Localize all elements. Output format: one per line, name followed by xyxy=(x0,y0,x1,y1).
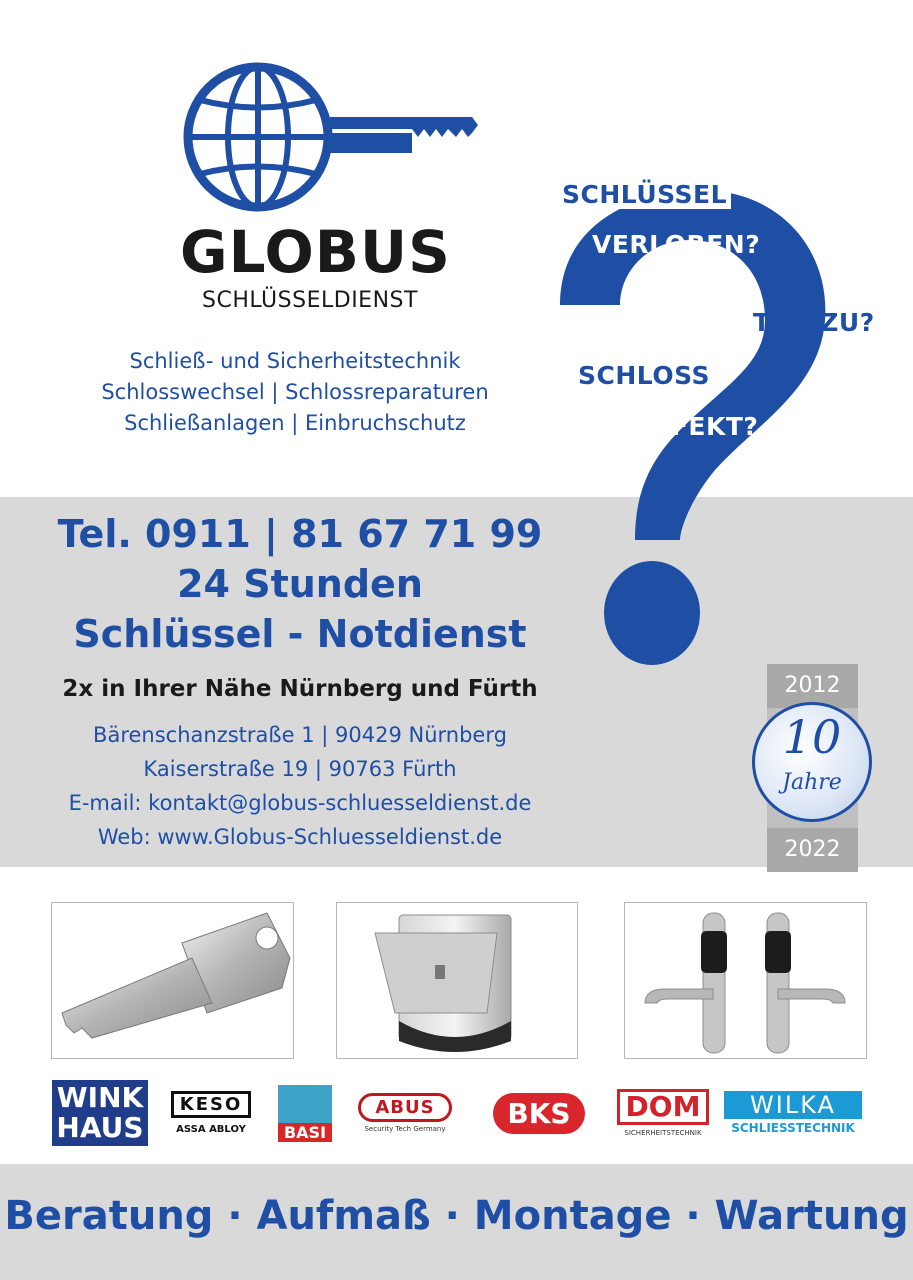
brand-subtitle: SCHLÜSSELDIENST xyxy=(202,288,418,313)
question-1a: SCHLÜSSEL xyxy=(558,180,731,209)
address-fuerth: Kaiserstraße 19 | 90763 Fürth xyxy=(143,757,457,781)
assa-abloy-text: ASSA ABLOY xyxy=(176,1124,246,1135)
globe-key-logo-icon xyxy=(180,55,480,230)
mailbox-photo-icon xyxy=(337,903,577,1058)
service-line-1: Schließ- und Sicherheitstechnik xyxy=(129,349,461,373)
photo-mailbox xyxy=(336,902,578,1059)
email-link[interactable]: E-mail: kontakt@globus-schluesseldienst.de xyxy=(68,791,532,815)
anniversary-word: Jahre xyxy=(782,770,842,795)
door-handle-photo-icon xyxy=(625,903,866,1058)
logo-winkhaus xyxy=(52,1080,148,1146)
question-3b: DEFEKT? xyxy=(632,412,759,441)
footer-slogan: Beratung · Aufmaß · Montage · Wartung xyxy=(4,1193,909,1239)
logo-wilka xyxy=(724,1080,862,1146)
dom-text: DOM xyxy=(617,1089,710,1125)
question-2: TÜR ZU? xyxy=(753,308,875,337)
logo-keso xyxy=(172,1080,250,1146)
keso-text: KESO xyxy=(171,1091,252,1118)
question-1b: VERLOREN? xyxy=(592,230,761,259)
wilka-sub-text: SCHLIESSTECHNIK xyxy=(731,1121,855,1135)
basi-emblem-icon xyxy=(278,1085,332,1123)
address-nuernberg: Bärenschanzstraße 1 | 90429 Nürnberg xyxy=(93,723,507,747)
question-3a: SCHLOSS xyxy=(574,361,714,390)
emergency-service-text: Schlüssel - Notdienst xyxy=(73,612,527,656)
abus-sub-text: Security Tech Germany xyxy=(364,1125,446,1133)
key-photo-icon xyxy=(52,903,293,1058)
logo-dom xyxy=(618,1080,708,1146)
logo-basi xyxy=(278,1080,332,1146)
abus-text: ABUS xyxy=(358,1093,451,1122)
logo-bks xyxy=(486,1080,592,1146)
winkhaus-bottom: HAUS xyxy=(56,1111,144,1144)
service-line-2: Schlosswechsel | Schlossreparaturen xyxy=(101,380,489,404)
brand-name: GLOBUS xyxy=(180,218,451,286)
basi-text: BASI xyxy=(278,1123,332,1142)
bks-text: BKS xyxy=(493,1093,584,1134)
locations-text: 2x in Ihrer Nähe Nürnberg und Fürth xyxy=(62,676,538,702)
year-start: 2012 xyxy=(767,664,858,708)
dom-sub-text: SICHERHEITSTECHNIK xyxy=(624,1129,702,1137)
phone-number[interactable]: Tel. 0911 | 81 67 71 99 xyxy=(57,512,543,556)
web-link[interactable]: Web: www.Globus-Schluesseldienst.de xyxy=(97,825,503,849)
anniversary-number: 10 xyxy=(782,710,842,764)
hours-text: 24 Stunden xyxy=(177,562,423,606)
photo-key xyxy=(51,902,294,1059)
logo-abus xyxy=(356,1080,454,1146)
winkhaus-top: WINK xyxy=(56,1081,144,1114)
wilka-text: WILKA xyxy=(724,1091,862,1119)
service-line-3: Schließanlagen | Einbruchschutz xyxy=(124,411,466,435)
year-end: 2022 xyxy=(767,828,858,872)
photo-door-handles xyxy=(624,902,867,1059)
